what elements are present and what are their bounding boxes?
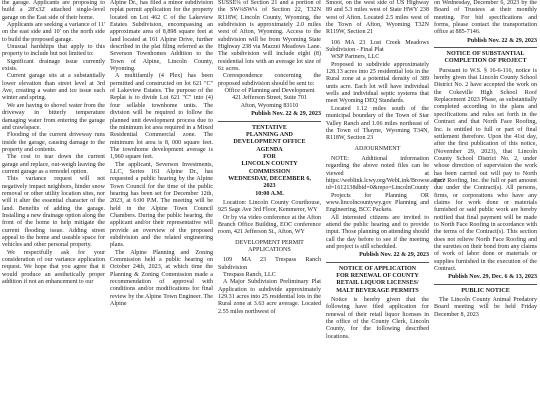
replat-text: A multifamily (4 Plex) has been permitted and constructed on lot 621 "C" of Lakeview Estates. The purpose of the Replat is to divide Lot 621 "C" into (4) four sellable townhome units. The division will be required to follow the planned unit development process due to the minimum lot area required in a Mixed Residential Commercial zone. The minimum lot area is 8, 000 square feet. The townhome development average is 1,960 square feet. [110, 73, 213, 161]
variance-text: Unusual hardships that apply to this property to include but not limited to: [2, 44, 105, 58]
column-1 [2, 0, 105, 400]
replat-text: The Alpine Planning and Zoning Commission held a public hearing on October 24th, 2023, at which time the Planning & Zoning Commission made a recommendation of approval with conditions and/or modifications for final review by the Alpine Town Engineer. The Alpine [110, 249, 213, 308]
variance-text: Applicants are seeking a variance of 11' on the east side and 10' on the north side to build the proposed garage. [2, 22, 105, 43]
variance-text: Flooding of the current driveway runs inside the garage, causing damage to the property and contents. [2, 132, 105, 153]
agenda-text: A Major Subdivision Preliminary Plat Application to subdivide approximately 129.31 acres into 25 residential lots in the Rural zone at 3.63 acre average. Located 2.55 miles northwest of [218, 279, 321, 315]
notice-heading: 10:00 A.M. [255, 190, 284, 197]
column-5 [434, 0, 537, 400]
agenda-text: Located 1.12 miles south of the municipal boundary of the Town of Star Valley Ranch and 1.06 miles northeast of the Town of Thayne, Wyoming T34N, R118W, Section 23 [326, 105, 429, 142]
completion-text: Pursuant to W.S. § 16-6-116, notice is hereby given that Lincoln County School District No. 2 have accepted the work on the Cokeville High School Roof Replacement 2023 Phase, as substantially completed according to the plans and specifications and rules set forth in the Contract and that North Face Roofing, Inc. is entitled to full or part of final settlement therefore. Upon the 41st day, after the first publication of this notice, (November 29, 2023), that Lincoln County School District No. 2, under whose direction of supervision the work has been carried out will pay to North Face Roofing, Inc. the full or part amount due under the Contract(s). All persons, firms, or corporations who have any claims for work done or materials furnished or said public work are hereby notified that final payment will be made to North Face Roofing in accordance with the terms of the Contract(s). This section does not relieve North Face Roofing and the sureties on their bond from any claims of work of labor done or materials or supplies furnished in the execution of the Contract. [434, 67, 537, 273]
publish-line: Publish Nov. 22 & 29, 2023 [251, 111, 321, 118]
notice-heading: COMPLETION OF PROJECT [444, 58, 527, 65]
bid-text: on Wednesday, December 6, 2023 by the Board of Trustees at their monthly meeting. For bid specifications and forms, please contact the transportation office at 885-7146. [434, 0, 537, 36]
notice-heading: WEDNESDAY, DECEMBER 6, [228, 175, 311, 182]
variance-text: We are having to shovel water from the driveway in bitterly temperature damaging water from entering the garage and crawlspace. [2, 102, 105, 131]
notice-heading: MALT BEVERAGE PERMITS [336, 287, 419, 294]
column-2 [110, 0, 213, 400]
notice-heading: PLANNING AND [246, 131, 293, 138]
subdivision-text: Correspondence concerning the proposed subdivision should be sent to: [218, 73, 321, 87]
publish-line: Publish Nov. 29, Dec. 6 & 13, 2023 [448, 274, 537, 281]
public-notice-text: The Lincoln County Animal Predatory Board meeting will be held Friday December 8, 2023 [434, 297, 537, 318]
agenda-adjournment: ADJOURNMENT [354, 145, 401, 152]
agenda-note: Projects for Planning OR www.lincolncountywy.gov Planning and Engineering, BCC Packets. [326, 192, 429, 214]
agenda-section-title: DEVELOPMENT PERMIT APPLICATIONS [235, 239, 304, 253]
agenda-text: Or by via video conference at the Afton Branch Office Building, EOC conference room, 421 Jefferson St., Afton, WY [218, 214, 321, 236]
publish-line: Publish Nov. 22 & 29, 2023 [359, 252, 429, 259]
notice-divider [218, 121, 321, 122]
agenda-item-applicant: Trespass Ranch, LLC [223, 272, 276, 279]
notice-heading: RETAIL LIQUOR LICENSES/ [336, 280, 419, 287]
notice-heading: FOR [263, 153, 276, 160]
replat-text: The applicant, Severson Investments, LLC, Series 161 Alpine Dr., has requested a public hearing by the Alpine Town Council for the time of the public hearing has been set for December 12th, 2023, at 6:00 P.M. The meeting will be held in the Alpine Town Council Chambers. During the public hearing, the applicant and/or their representative will provide an overview of the proposed subdivision and the related engineering plans. [110, 161, 213, 249]
address-line: Office of Planning and Development [224, 88, 315, 95]
notice-heading: NOTICE OF SUBSTANTIAL [446, 51, 525, 58]
variance-text: the garage. Applicants are proposing to build a 28'x32' attached single-level garage on the East side of their home. [2, 0, 105, 21]
address-line: 421 Jefferson Street, Suite 701 [232, 95, 307, 102]
notice-heading: FOR RENEWAL OF COUNTY [336, 273, 419, 280]
address-line: Afton, Wyoming 83110 [240, 102, 299, 109]
agenda-note: NOTE: Additional information regarding the above noted files can be viewed at https://weblink.lcwy.org/WebLink/Browse.aspx?id=1612138dbid=0&repo=LincolnCounty [326, 155, 445, 192]
notice-heading: COMMISSION [248, 168, 291, 175]
notice-heading: AGENDA [256, 146, 283, 153]
agenda-item-title: 109 MA 23 Trespass Ranch Subdivision [218, 257, 321, 271]
notice-divider [326, 262, 429, 263]
replat-text: Alpine Dr., has filed a minor subdivision replat permit application for the property located on Lot 462 C of the Lakeview Estates Subdivision, encompassing an approximate area of 8,898 square feet at land located at 161 Alpine Drive, further described in the plat filing referred as the Severson Townhomes Addition to the Town of Alpine, Lincoln County, Wyoming. [110, 0, 213, 73]
variance-text: This variance request will not negatively impact neighbors, hinder snow removal or other utility location sites, nor will it alter the essential character of the land. Benefits of adding the garage. Installing a new drainage option along the front of the home to help mitigate the current flooding issue. Adding street appeal to the home and useable space for vehicles and other personal property. [2, 176, 105, 249]
publish-line: Publish Nov. 22 & 29, 2023 [467, 37, 537, 44]
variance-text: Significant drainage issue currently exists. [2, 58, 105, 73]
agenda-item-applicant: WSP Partners, LLC [331, 54, 380, 61]
notice-heading: TENTATIVE [252, 124, 287, 131]
variance-text: We respectfully ask for your consideration of our variance application request. We hope that you agree that it would produce an aesthetically proper addition if not an enhancement to our [2, 249, 105, 286]
column-4 [326, 0, 445, 400]
notice-heading: NOTICE OF APPLICATION [338, 265, 417, 272]
liquor-license-text: Notice is hereby given that the following have filed application for renewal of their retail liquor licenses in the office of the County Clerk, Lincoln County, for the following described locations. [326, 297, 429, 340]
column-3 [218, 0, 321, 400]
agenda-note: All interested citizens are invited to attend the public hearing and to provide input. Those planning on attending should call the day before to see if the meeting and project is still scheduled. [326, 214, 429, 250]
notice-heading: DEVELOPMENT OFFICE [233, 139, 306, 146]
agenda-text: Proposed to subdivide approximately 128.13 acres into 25 residential lots in the Rural zone at a potential density of 389 units acre. Each lot will have individual wells and individual septic systems that meet Wyoming DEQ Standards. [326, 61, 429, 105]
variance-text: Current garage sits at a substantially lower elevation than street level at 3rd Ave, creating a water and ice issue each winter and spring. [2, 73, 105, 102]
subdivision-text: SUSSE¼ of Section 21 and a portion of the SW¼SW¼ of Section 22, T32N R118W, Lincoln County, Wyoming, the subdivision is approximately 2.0 miles west of Afton, Wyoming. Access to the subdivision will be from Wyoming State Highway 238 via Mazzei Meadows Lane. The subdivision will include eight (8) residential lots with an average lot size of 6± acres. [218, 0, 321, 73]
notice-heading: LINCOLN COUNTY [241, 161, 298, 168]
notice-heading: 2023 [263, 183, 276, 190]
notice-divider [434, 284, 537, 285]
notice-heading: PUBLIC NOTICE [461, 287, 510, 294]
agenda-text: Location: Lincoln County Courthouse, 925 Sage Ave 3rd Floor, Kemmerer, WY [218, 199, 321, 214]
variance-text: The cost to tear down the current garage and replace, out-weigh leaving the current garage as a remodel option. [2, 154, 105, 175]
notice-divider [434, 47, 537, 48]
agenda-text: Smoot, on the west side of US Highway 89 and 5.3 miles west of State HWY 238 west of Afton. Located 2.5 miles west of the Town of Afton, Wyoming T32N R119W, Section 21 [326, 0, 429, 36]
agenda-item-title: 106 MA 23 Lost Creek Meadows Subdivision - Final Plat [326, 39, 429, 54]
